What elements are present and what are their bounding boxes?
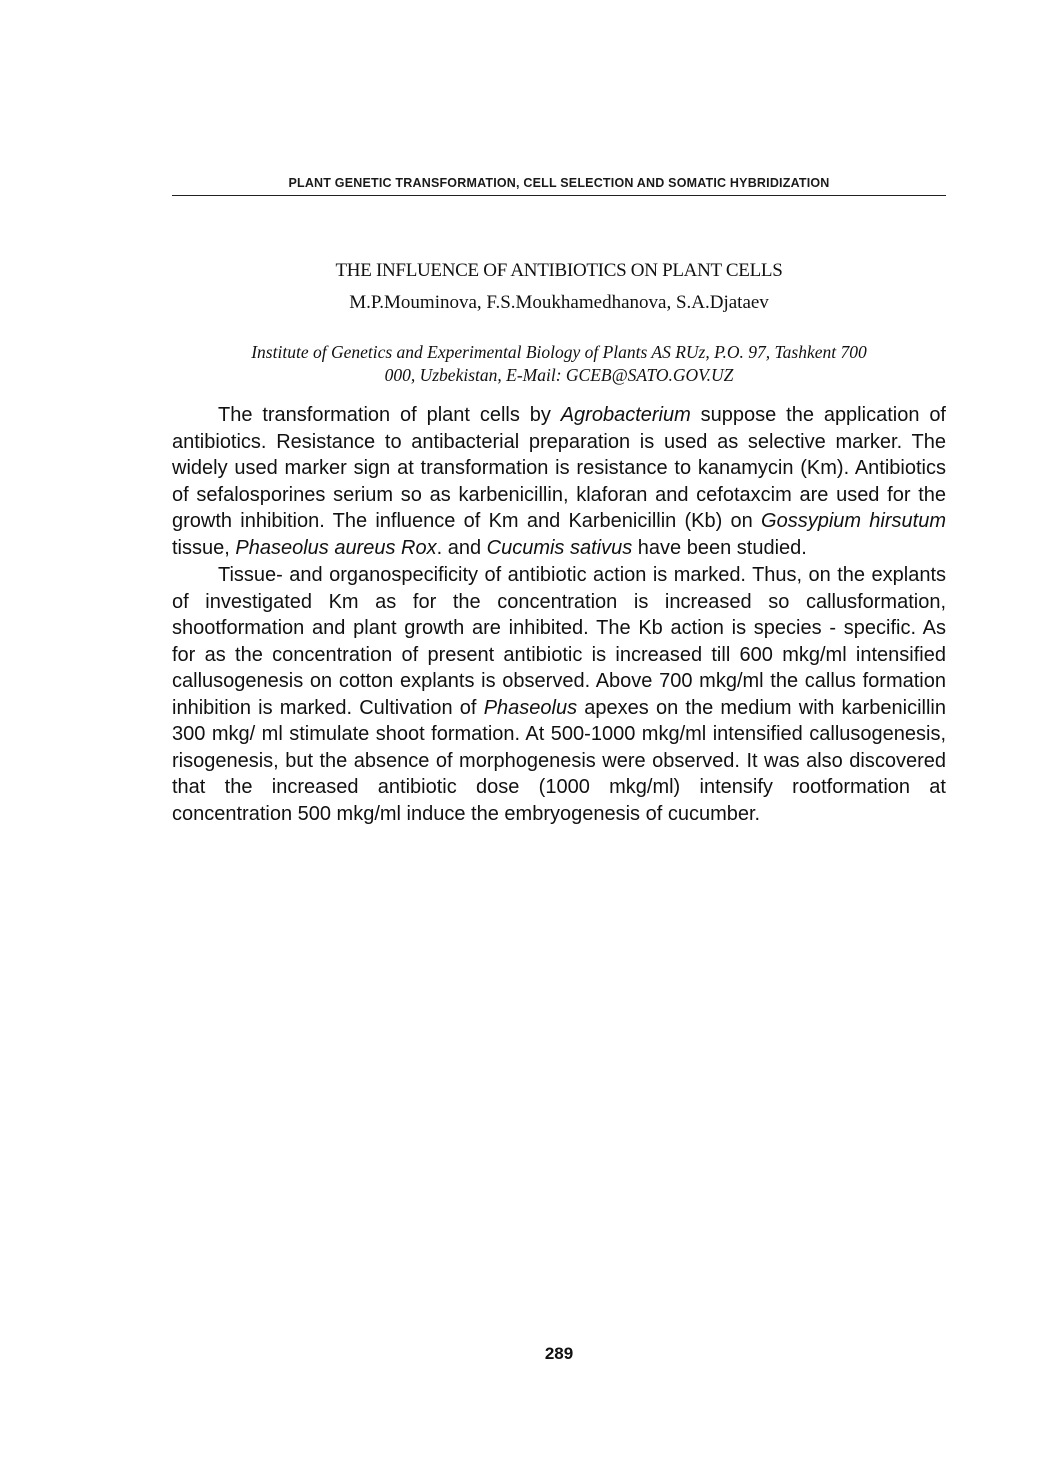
p1-species-cucumis: Cucumis sativus: [486, 536, 633, 559]
affiliation-line-2: 000, Uzbekistan, E-Mail: GCEB@SATO.GOV.UZ: [384, 365, 734, 385]
p1-species-gossypium: Gossypium hirsutum: [761, 510, 946, 532]
header-rule: [172, 195, 946, 196]
p2-text-1: Tissue- and organospecificity of antibiotic action is marked. Thus, on the explants of investigated Km as for the concentration is increased so callusformation, shootformation and plant growth are inhibited. The Kb action is species - specific. As for as the concentration of present antibiotic is increased till 600 mkg/ml intensified callusogenesis on cotton explants is observed. Above 700 mkg/ml the callus formation inhibition is marked. Cultivation of: [172, 564, 946, 719]
p2-species-phaseolus: Phaseolus: [483, 696, 578, 719]
affiliation-line-1: Institute of Genetics and Experimental Biology of Plants AS RUz, P.O. 97, Tashkent 700: [251, 342, 867, 362]
paragraph-1: [172, 402, 946, 561]
p1-species-agrobacterium: Agrobacterium: [560, 404, 691, 426]
paragraph-2: [172, 562, 946, 827]
abstract-body: [172, 402, 946, 827]
p1-text-2: suppose the application of antibiotics. Resistance to antibacterial preparation is used as selective marker. The widely used marker sign at transformation is resistance to kanamycin (Km). Antibiotics of sefalosporines serium so as karbenicillin, klaforan and cefotaxcim are used for the growth inhibition. The influence of Km and Karbenicillin (Kb) on: [172, 404, 946, 532]
page-number: 289: [544, 1344, 574, 1363]
p1-text-1: The transformation of plant cells by: [218, 404, 561, 426]
authors: M.P.Mouminova, F.S.Moukhamedhanova, S.A.Djataev: [349, 292, 769, 313]
running-header: PLANT GENETIC TRANSFORMATION, CELL SELECTION AND SOMATIC HYBRIDIZATION: [288, 176, 830, 190]
p2-text-2: apexes on the medium with karbenicillin 300 mkg/ ml stimulate shoot formation. At 500-1000 mkg/ml intensified callusogenesis, risogenesis, but the absence of morphogenesis were observed. It was also discovered that the increased antibiotic dose (1000 mkg/ml) intensify rootformation at concentration 500 mkg/ml induce the embryogenesis of cucumber.: [172, 696, 947, 825]
p1-text-4: . and: [436, 536, 487, 559]
p1-text-3: tissue,: [172, 536, 236, 559]
p1-species-phaseolus-aureus: Phaseolus aureus Rox: [235, 536, 437, 559]
paper-title: THE INFLUENCE OF ANTIBIOTICS ON PLANT CELLS: [335, 260, 783, 281]
p1-text-5: have been studied.: [632, 536, 807, 559]
affiliation: [172, 341, 946, 387]
